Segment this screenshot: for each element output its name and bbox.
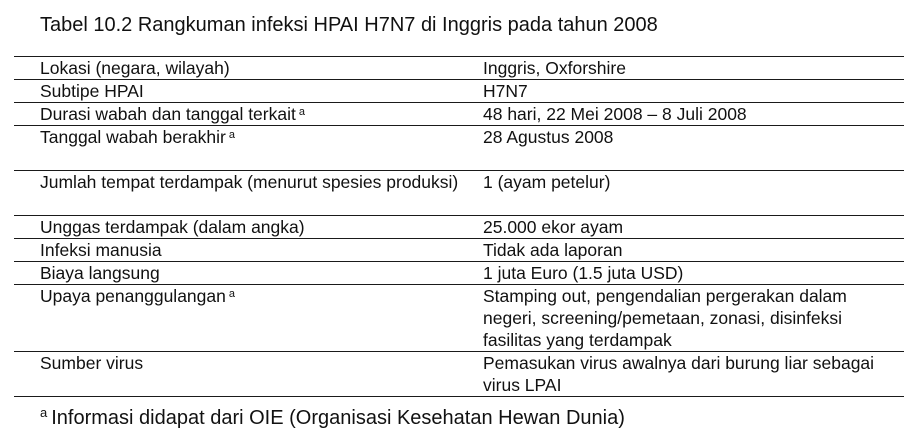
table-row-affected-poultry xyxy=(14,216,904,239)
row-label: Durasi wabah dan tanggal terkait $^a$ xyxy=(40,104,305,124)
footnote-marker: a xyxy=(228,288,235,300)
row-label: Tanggal wabah berakhir $^a$ xyxy=(40,127,235,147)
table-row-subtype xyxy=(14,80,904,103)
table-row-location xyxy=(14,56,904,80)
footnote-text: Informasi didapat dari OIE (Organisasi Kesehatan Hewan Dunia) xyxy=(51,407,625,429)
footnote-marker: a xyxy=(298,106,305,118)
table-row-virus-source xyxy=(14,352,904,397)
infection-summary-table xyxy=(14,56,904,397)
row-label: Lokasi (negara, wilayah) xyxy=(40,58,230,78)
table-row-outbreak-end xyxy=(14,126,904,171)
row-value: 48 hari, 22 Mei 2008 – 8 Juli 2008 xyxy=(483,104,747,124)
table-footnote xyxy=(40,405,625,431)
table-row-affected-premises xyxy=(14,171,904,216)
footnote-marker: a xyxy=(228,129,235,141)
row-label: Infeksi manusia xyxy=(40,240,162,260)
footnote-marker: a xyxy=(40,405,48,420)
row-label: Upaya penanggulangan $^a$ xyxy=(40,286,235,306)
row-value: Stamping out, pengendalian pergerakan dalam negeri, screening/pemetaan, zonasi, disinfeksi fasilitas yang terdampak xyxy=(483,286,847,350)
table-row-control-measures xyxy=(14,285,904,352)
row-value: 25.000 ekor ayam xyxy=(483,217,624,237)
row-value: 1 juta Euro (1.5 juta USD) xyxy=(483,263,684,283)
row-label: Sumber virus xyxy=(40,353,144,373)
row-value: H7N7 xyxy=(483,81,528,101)
row-value: 28 Agustus 2008 xyxy=(483,127,614,147)
row-value: Tidak ada laporan xyxy=(483,240,623,260)
row-value: 1 (ayam petelur) xyxy=(483,172,611,192)
row-label: Biaya langsung xyxy=(40,263,160,283)
row-label: Subtipe HPAI xyxy=(40,81,144,101)
row-label: Unggas terdampak (dalam angka) xyxy=(40,217,305,237)
table-caption: Tabel 10.2 Rangkuman infeksi HPAI H7N7 di Inggris pada tahun 2008 xyxy=(40,14,658,36)
row-value: Inggris, Oxforshire xyxy=(483,58,626,78)
row-label: Jumlah tempat terdampak (menurut spesies produksi) xyxy=(40,172,459,192)
table-row-direct-cost xyxy=(14,262,904,285)
table-row-human-infection xyxy=(14,239,904,262)
table-row-duration xyxy=(14,103,904,126)
row-value: Pemasukan virus awalnya dari burung liar sebagai virus LPAI xyxy=(483,353,875,395)
